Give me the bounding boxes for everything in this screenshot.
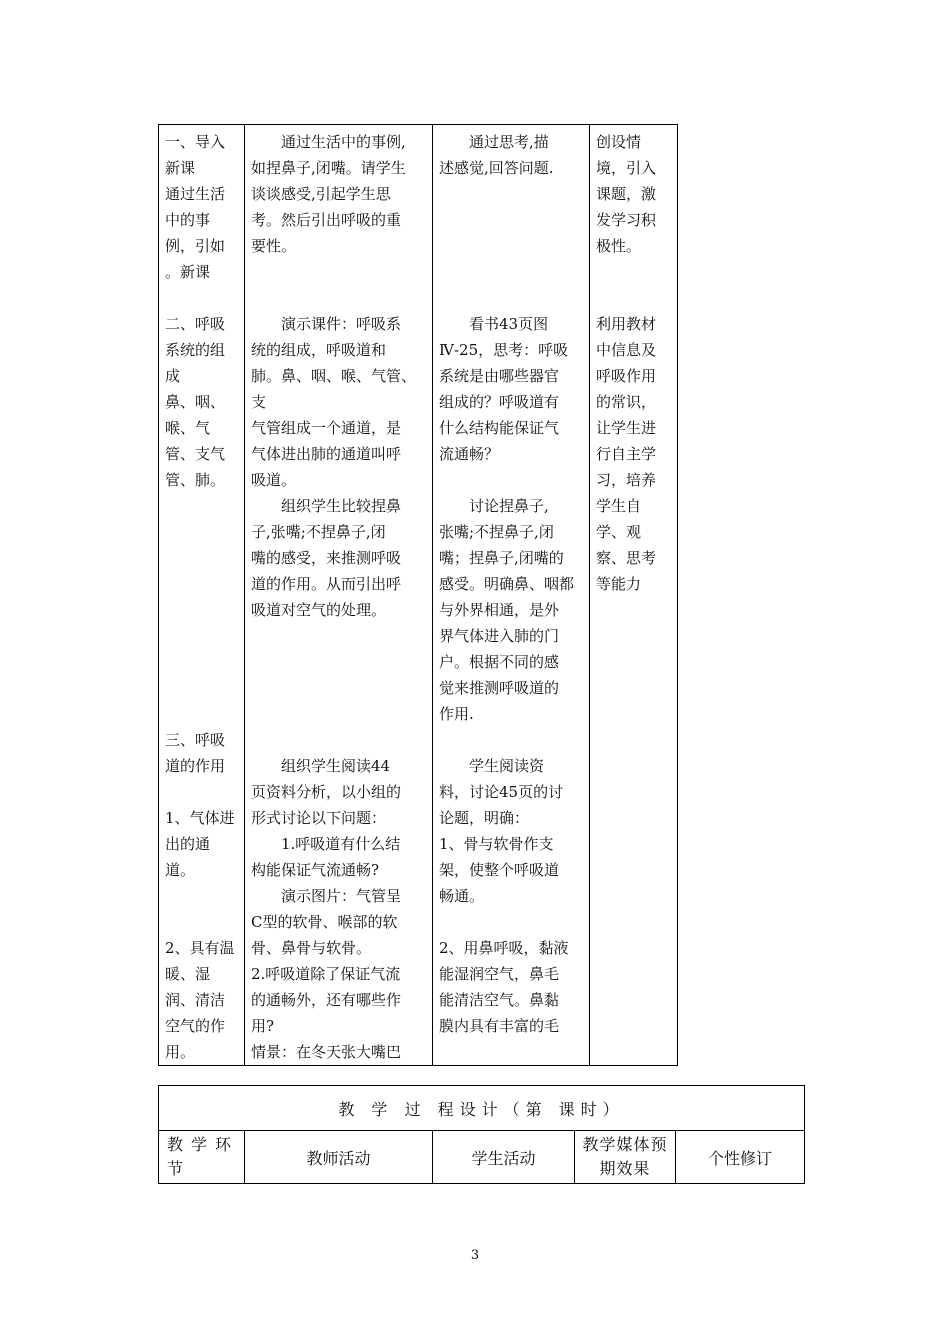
student-nose-breathing-text: 2、用鼻呼吸，黏液 能湿润空气，鼻毛 能清洁空气。鼻黏 膜内具有丰富的毛 [439, 939, 569, 1035]
teacher-courseware-text: 演示课件：呼吸系 统的组成，呼吸道和 肺。鼻、咽、喉、气管、支 气管组成一个通道，是 气体进出肺的通道叫呼 吸道。 [251, 315, 417, 489]
lesson-table-row [159, 125, 805, 1066]
student-reading-text: 看书43页图 Ⅳ-25，思考：呼吸 系统是由哪些器官 组成的？呼吸道有 什么结构能保证气 流通畅？ [439, 315, 569, 463]
media-effect-cell [590, 125, 678, 1066]
column-header-student: 学生活动 [433, 1131, 575, 1184]
column-header-stage: 教学环节 [159, 1131, 245, 1184]
teacher-activity-cell [245, 125, 433, 1066]
stage-air-passage: 1、气体进 出的通 道。 [165, 809, 235, 879]
stage-respiratory-system: 二、呼吸 系统的组 成 鼻、咽、 喉、气 管、支气 管、肺。 [165, 315, 226, 489]
lesson-table [158, 124, 805, 1066]
student-activity-cell [433, 125, 590, 1066]
stage-intro: 一、导入 新课 通过生活 中的事 例，引如 。新课 [165, 133, 226, 281]
teacher-question-1: 1.呼吸道有什么结 构能保证气流通畅? [251, 835, 401, 879]
student-analysis-text: 学生阅读资 料，讨论45页的讨 论题，明确： 1、骨与软骨作支 架，使整个呼吸道 畅通。 [439, 757, 564, 905]
column-header-media: 教学媒体预期效果 [575, 1131, 676, 1184]
teacher-intro-text: 通过生活中的事例, 如捏鼻子,闭嘴。请学生 谈谈感受,引起学生思 考。然后引出呼吸的重 要性。 [251, 133, 406, 255]
stage-warm-moist-clean: 2、具有温 暖、湿 润、清洁 空气的作 用。 [165, 939, 235, 1061]
process-design-header-table [158, 1085, 805, 1184]
student-intro-text: 通过思考,描 述感觉,回答问题. [439, 133, 554, 177]
page-number: 3 [470, 1248, 480, 1263]
stage-airway-function: 三、呼吸 道的作用 [165, 731, 226, 775]
column-header-revision: 个性修订 [676, 1131, 805, 1184]
stage-cell [159, 125, 245, 1066]
student-discussion-text: 讨论捏鼻子, 张嘴;不捏鼻子,闭 嘴；捏鼻子,闭嘴的 感受。明确鼻、咽都 与外界相通，是外 界气体进入肺的门 户。根据不同的感 觉来推测呼吸道的 作用. [439, 497, 575, 723]
teacher-reading-text: 组织学生阅读44 页资料分析，以小组的 形式讨论以下问题： [251, 757, 402, 827]
media-self-study-effect: 利用教材 中信息及 呼吸作用 的常识， 让学生进 行自主学 习，培养 学生自 学、观 察、思考 等能力 [596, 315, 657, 593]
teacher-question-2: 2.呼吸道除了保证气流 的通畅外，还有哪些作 用? 情景：在冬天张大嘴巴 [251, 965, 402, 1061]
process-design-title: 教 学 过 程设计（第 课时） [159, 1086, 805, 1131]
column-header-teacher: 教师活动 [245, 1131, 433, 1184]
teacher-picture-demo: 演示图片：气管呈 C型的软骨、喉部的软 骨、鼻骨与软骨。 [251, 887, 402, 957]
media-intro-effect: 创设情 境，引入 课题，激 发学习积 极性。 [596, 133, 657, 255]
revision-cell [678, 125, 805, 1066]
teacher-compare-text: 组织学生比较捏鼻 子,张嘴;不捏鼻子,闭 嘴的感受，来推测呼吸 道的作用。从而引出呼 吸道对空气的处理。 [251, 497, 402, 619]
